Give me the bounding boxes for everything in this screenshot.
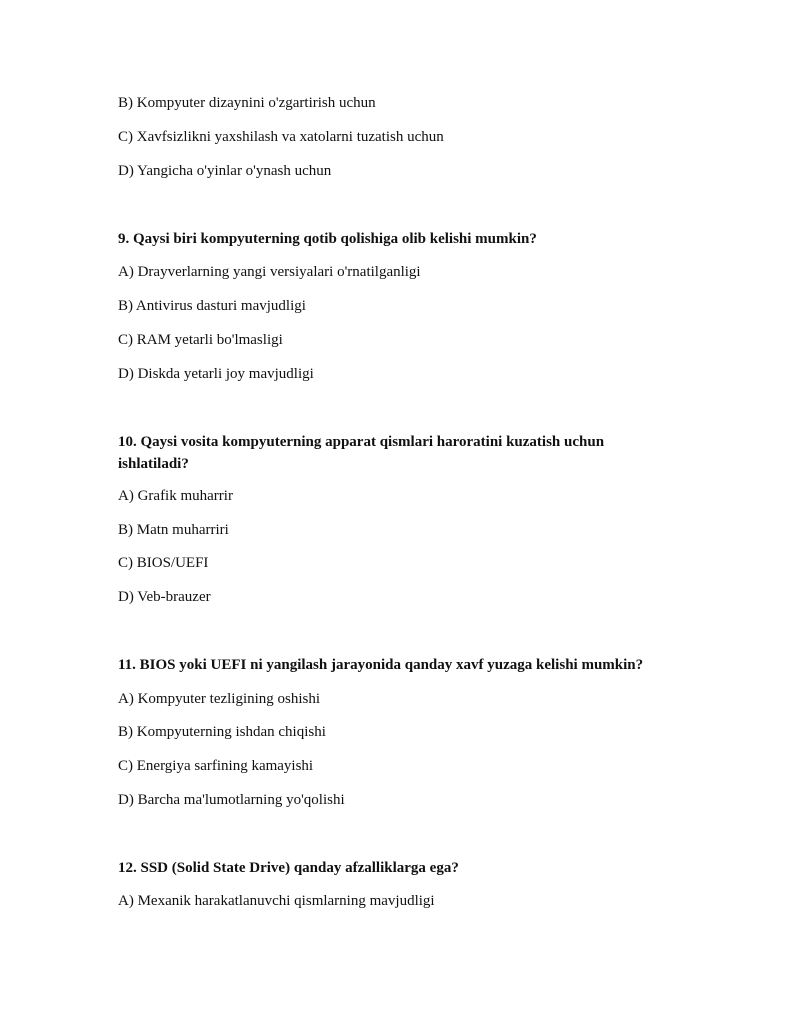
question-11-title: 11. BIOS yoki UEFI ni yangilash jarayonida qanday xavf yuzaga kelishi mumkin? xyxy=(118,657,644,673)
question-10-option-c: C) BIOS/UEFI xyxy=(118,555,209,571)
question-11-option-c: C) Energiya sarfining kamayishi xyxy=(118,758,314,774)
question-12-title: 12. SSD (Solid State Drive) qanday afzalliklarga ega? xyxy=(118,860,459,876)
question-9-title: 9. Qaysi biri kompyuterning qotib qolishiga olib kelishi mumkin? xyxy=(118,231,537,247)
question-11-option-b: B) Kompyuterning ishdan chiqishi xyxy=(118,724,326,740)
option-b: B) Kompyuter dizaynini o'zgartirish uchun xyxy=(118,95,376,111)
question-10-option-b: B) Matn muharriri xyxy=(118,522,229,538)
question-11-option-a: A) Kompyuter tezligining oshishi xyxy=(118,691,321,707)
question-9-option-c: C) RAM yetarli bo'lmasligi xyxy=(118,332,283,348)
question-9-option-d: D) Diskda yetarli joy mavjudligi xyxy=(118,366,314,382)
option-c: C) Xavfsizlikni yaxshilash va xatolarni tuzatish uchun xyxy=(118,129,444,145)
question-10-option-d: D) Veb-brauzer xyxy=(118,589,211,605)
question-10-title: 10. Qaysi vosita kompyuterning apparat qismlari haroratini kuzatish uchun ishlatiladi? xyxy=(118,434,605,472)
question-9-option-a: A) Drayverlarning yangi versiyalari o'rnatilganligi xyxy=(118,264,421,280)
question-9-option-b: B) Antivirus dasturi mavjudligi xyxy=(118,298,306,314)
question-10-option-a: A) Grafik muharrir xyxy=(118,488,233,504)
option-d: D) Yangicha o'yinlar o'ynash uchun xyxy=(118,163,332,179)
question-12-option-a: A) Mexanik harakatlanuvchi qismlarning mavjudligi xyxy=(118,893,435,909)
question-11-option-d: D) Barcha ma'lumotlarning yo'qolishi xyxy=(118,792,345,808)
